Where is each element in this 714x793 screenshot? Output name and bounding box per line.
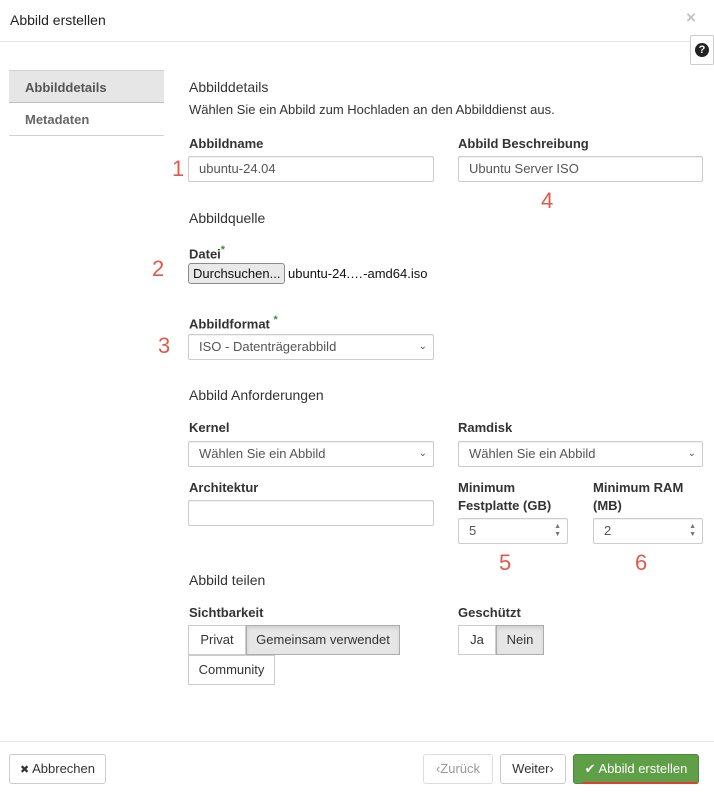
dialog-title: Abbild erstellen [10, 12, 106, 28]
help-button[interactable] [690, 35, 714, 65]
annotation-3: 3 [158, 333, 171, 358]
min-ram-input[interactable] [593, 518, 703, 544]
section-title-sharing: Abbild teilen [189, 572, 266, 588]
description-label: Abbild Beschreibung [458, 136, 589, 151]
back-button[interactable] [423, 754, 493, 784]
sidebar-item-abbilddetails[interactable]: Abbilddetails [9, 70, 164, 103]
protected-option-nein[interactable]: Nein [496, 625, 544, 655]
file-label-row [189, 241, 225, 263]
format-label: Abbildformat [189, 316, 270, 332]
section-title-requirements: Abbild Anforderungen [189, 387, 324, 403]
ramdisk-select-value: Wählen Sie ein Abbild [469, 446, 596, 461]
name-label: Abbildname [189, 136, 264, 151]
chevron-down-icon: ⌄ [418, 341, 427, 352]
cancel-button[interactable] [9, 754, 106, 784]
close-icon[interactable]: × [686, 8, 696, 27]
required-marker: * [273, 314, 278, 326]
back-button-label: Zurück [440, 761, 481, 776]
visibility-label: Sichtbarkeit [189, 605, 264, 620]
description-input[interactable]: Ubuntu Server ISO [458, 156, 703, 182]
section-title-details: Abbilddetails [189, 79, 269, 95]
min-ram-label-line2: (MB) [593, 498, 622, 513]
file-label: Datei [189, 246, 221, 262]
chevron-right-icon: › [549, 761, 554, 776]
chevron-down-icon: ⌄ [418, 448, 427, 459]
required-marker: * [220, 244, 226, 256]
modal-header [0, 0, 714, 42]
annotation-6: 6 [635, 550, 648, 575]
spinner-icon[interactable]: ▲ ▼ [689, 523, 696, 538]
file-name: ubuntu-24.…-amd64.iso [288, 266, 428, 281]
cancel-button-label: Abbrechen [32, 761, 95, 776]
create-image-button-label: Abbild erstellen [598, 761, 688, 776]
chevron-down-icon: ⌄ [687, 448, 696, 459]
format-select-value: ISO - Datenträgerabbild [199, 339, 337, 354]
format-select[interactable] [188, 334, 434, 360]
check-icon: ✔ [584, 761, 596, 776]
kernel-label: Kernel [189, 420, 230, 435]
sidebar-item-metadaten[interactable]: Metadaten [9, 103, 164, 136]
annotation-5: 5 [499, 550, 512, 575]
format-label-row [189, 311, 278, 333]
highlight-underline [582, 782, 698, 784]
chevron-left-icon: ‹ [435, 761, 441, 776]
kernel-select[interactable] [188, 441, 434, 467]
architecture-label: Architektur [189, 480, 259, 495]
min-ram-label [593, 479, 683, 515]
annotation-4: 4 [541, 188, 554, 213]
min-disk-value: 5 [469, 523, 477, 538]
protected-label: Geschützt [458, 605, 521, 620]
browse-button[interactable]: Durchsuchen... [188, 263, 285, 284]
min-ram-label-line1: Minimum RAM [593, 480, 684, 495]
name-input[interactable]: ubuntu-24.04 [188, 156, 434, 182]
create-image-button[interactable] [573, 754, 699, 784]
ramdisk-select[interactable] [458, 441, 703, 467]
min-disk-label-line2: Festplatte (GB) [458, 498, 552, 513]
annotation-2: 2 [152, 256, 165, 281]
protected-option-ja[interactable]: Ja [458, 625, 496, 655]
next-button[interactable] [500, 754, 566, 784]
close-icon: ✖ [19, 764, 30, 776]
min-disk-label [458, 479, 551, 515]
spinner-icon[interactable]: ▲ ▼ [554, 523, 561, 538]
visibility-option-privat[interactable]: Privat [188, 625, 246, 655]
question-icon: ? [695, 43, 709, 57]
kernel-select-value: Wählen Sie ein Abbild [199, 446, 326, 461]
annotation-1: 1 [172, 156, 185, 181]
section-title-source: Abbildquelle [189, 210, 266, 226]
next-button-label: Weiter [512, 761, 550, 776]
min-ram-value: 2 [604, 523, 612, 538]
architecture-input[interactable] [188, 500, 434, 526]
section-description: Wählen Sie ein Abbild zum Hochladen an den Abbilddienst aus. [189, 102, 555, 117]
min-disk-input[interactable] [458, 518, 568, 544]
min-disk-label-line1: Minimum [458, 480, 516, 495]
visibility-option-community[interactable]: Community [188, 655, 275, 685]
visibility-option-gemeinsam[interactable]: Gemeinsam verwendet [246, 625, 400, 655]
ramdisk-label: Ramdisk [458, 420, 513, 435]
